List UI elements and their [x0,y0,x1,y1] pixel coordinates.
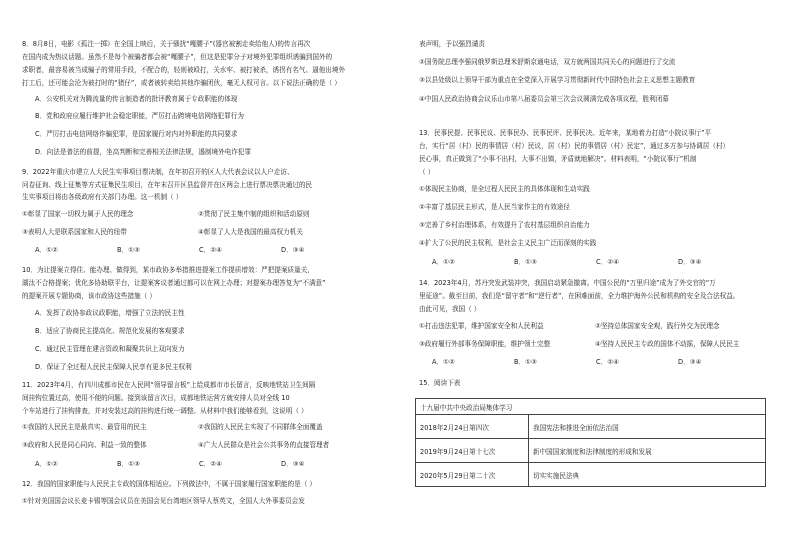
q15-heading: 15．阅读下表 [419,379,461,387]
q8-line: 在国内成为热议话题。虽然不是每个被骗者都会被“嘎腰子”，但这是犯罪分子对境外犯罪组织诱骗到国外的 [22,53,333,61]
q11-line: 个车站进行了挂钩排查，并对安装过高的挂钩进行统一调整。从材料中我们能够看到，这说明（ ） [22,407,308,415]
table-row [416,463,766,487]
q13-option: C．②④ [596,258,620,266]
q9-option: C．②④ [199,246,223,254]
table-row [416,415,766,439]
q9-item-3: ③表明人大是联系国家和人民的纽带 [22,228,127,236]
q11-item-3: ③政府和人民是同心同向、利益一致的整体 [22,441,147,449]
q14-line: 由此可见，我国（ ） [419,305,481,313]
q14-option: C．②④ [596,358,620,366]
q10-option-c: C．通过民主管理在建言资政和凝聚共识上双向发力 [35,345,185,353]
table-cell-topic: 新中国国家制度和法律制度的形成和发展 [529,439,766,463]
q12-line: ①针对美国国会议长麦卡锡等国会议员在美国会见台湾地区领导人蔡英文，全国人大外事委员会发 [22,497,305,505]
q13-item-4: ④扩大了公民的民主权利，是社会主义民主广泛而深刻的实践 [419,239,597,247]
q8-option-c: C．严厉打击电信网络诈骗犯罪，是国家履行对内对外职能的共同要求 [35,130,238,138]
table-cell-date: 2020年5月29日第二十次 [416,463,529,487]
q11-option: D．③④ [281,460,305,468]
q10-option-a: A．发挥了政协参政议政职能，增强了立法的民主性 [35,309,185,317]
q13-item-1: ①体现民主协商，是全过程人民民主的具体体现和生动实践 [419,185,590,193]
q13-option: A．①② [432,258,455,266]
q8-option-b: B．党和政府应履行维护社会稳定职能，严厉打击跨境电信网络犯罪行为 [35,112,244,120]
q14-option: B．①③ [514,358,537,366]
q12-line: 12．我国的国家职能与人民民主专政的国体相适应。下列做法中，不属于国家履行国家职能的是（ ） [22,480,317,488]
q14-option: D．③④ [678,358,702,366]
q11-item-2: ②我国的人民民主实现了不同群体全面覆盖 [198,423,323,431]
study-table [415,398,766,487]
table-cell-topic: 我国宪法和推进全面依法治国 [529,415,766,439]
table-row [416,439,766,463]
q12-item-4: ④中国人民政治协商会议乐山市第八届委员会第三次会议圆满完成各项议程，胜利闭幕 [419,95,669,103]
q14-option: A．①② [432,358,455,366]
q9-option: D．③④ [281,246,305,254]
table-cell-date: 2018年2月24日第四次 [416,415,529,439]
q8-option-a: A．公安机关对为腾流量的传言制造者的批评教育属于专政职能的体现 [35,95,238,103]
q10-option-d: D．保证了全过程人民民主保障人民享有更多民主权利 [35,363,192,371]
q13-line: 13．民事民提、民事民议、民事民办、民事民评、民事民决。近年来，某地着力打造“小院议事厅”平 [419,129,712,137]
q14-line: 里征途”。截至目前，我们是“留守者”和“逆行者”，在困难面前，全力维护海外公民和机构的安全及合法权益。 [419,292,740,300]
q8-line: 打工后，还可能会沦为被打时的“猪仔”，或者被转卖给其他诈骗团伙，毫无人权可言。以下说法正确的是（ ） [22,79,341,87]
q9-option: B．①③ [117,246,140,254]
table-header-row [416,399,766,415]
q14-line: 14．2023年4月，苏丹突发武装冲突，我国启动紧急撤离。中国公民的“万里归途”成为了外交官的“万 [419,279,716,287]
q11-line: 间挂钩位置过高，使用不便的问题。接到该留言次日，成都地铁运营方就安排人员对全线 10 [22,394,290,402]
q13-line: 台，实行“居（村）民的事情居（村）民议，居（村）民的事情居（村）民定”，通过多方参与协调居（村） [419,142,730,150]
q11-option: B．①③ [117,460,140,468]
q13-option: B．①③ [514,258,537,266]
q9-item-1: ①彰显了国家一切权力属于人民的理念 [22,210,134,218]
q13-item-3: ③完善了乡村治理体系，有效提升了农村基层组织自治能力 [419,221,590,229]
q11-item-4: ④广大人民群众是社会公共事务的直接管理者 [198,441,330,449]
q13-line: （ ） [419,168,435,176]
q9-line: 生实事项目将由各级政府有关部门办理。这一机制（ ） [22,193,183,201]
q11-line: 11．2023年4月，有四川成都市民在人民网“领导留言板”上给成都市市长留言，反映地铁站卫生间隔 [22,381,316,389]
q10-line: 10．为让提案立得住、能办理、做得到，某市政协多举措推进提案工作提质增效：严把提案质量关， [22,266,314,274]
q13-line: 民心事，真正做到了“小事不出村，大事不出镇，矛盾就地解决”。材料表明，“小院议事厅”机制 [419,155,697,163]
q9-line: 问卷征询、线上征集等方式征集民生项目，在年末召开区县监督并在区两会上进行票决票决通过的民 [22,181,313,189]
q9-item-2: ②贯彻了民主集中制的组织和活动原则 [198,210,310,218]
q14-item-2: ②坚持总体国家安全观，践行外交为民理念 [595,322,720,330]
q9-option: A．①② [35,246,58,254]
q14-item-4: ④坚持人民民主专政的国体不动摇，保障人民民主 [595,340,740,348]
table-header: 十九届中共中央政治局集体学习 [416,399,766,415]
q14-item-3: ③政府履行外部事务保障职能，维护领土完整 [419,340,551,348]
q11-option: C．②④ [199,460,223,468]
q8-option-d: D．向法是普法的前提，坐高判断和完善相关法律法规，遏制境外电诈犯罪 [35,148,252,156]
q11-item-1: ①我国的人民民主是最真实、最管用的民主 [22,423,147,431]
q13-item-2: ②丰富了基层民主形式，是人民当家作主的有效途径 [419,203,570,211]
q12-cont-line: 表声明，予以强烈谴责 [419,40,485,48]
q10-option-b: B．适应了协商民主提高化、规范化发展的客观要求 [35,327,185,335]
table-cell-topic: 切实实施民法典 [529,463,766,487]
q12-item-2: ②国务院总理李强同俄罗斯总理米舒斯京通电话，双方就两国共同关心的问题进行了交流 [419,58,676,66]
q11-option: A．①② [35,460,58,468]
q8-line: 求职者，最容易被当成骗子的常用手段，不配合的，轻则被殴打，关水牢、被打被杀，诱拐有名气、逼他出境外 [22,66,346,74]
q9-line: 9．2022年重庆市建立人大民生实事项目票决制，在年初召开的区人大代表会议以人户走访、 [22,168,294,176]
q10-line: 的提案开展专题协商，该市政协这些措施（ ） [22,292,156,300]
q10-line: 湖汰不合格提案；优化多协助联平台，让提案客议者通过都可以在网上办理；对提案办理答复为“不满意” [22,279,326,287]
q8-line: 8．8月8日，电影《孤注一掷》在全国上映后，关于骚扰“嘎腰子”(器官被割走卖给他人)的传言再次 [22,40,311,48]
q9-item-4: ④彰显了人大是我国的最高权力机关 [198,228,303,236]
q14-item-1: ①打击违法犯罪，维护国家安全和人民利益 [419,322,544,330]
table-cell-date: 2019年9月24日第十七次 [416,439,529,463]
q13-option: D．③④ [678,258,702,266]
q12-item-3: ③以县处级以上领导干部为重点在全党深入开展学习贯彻新时代中国特色社会主义思想主题教育 [419,76,696,84]
